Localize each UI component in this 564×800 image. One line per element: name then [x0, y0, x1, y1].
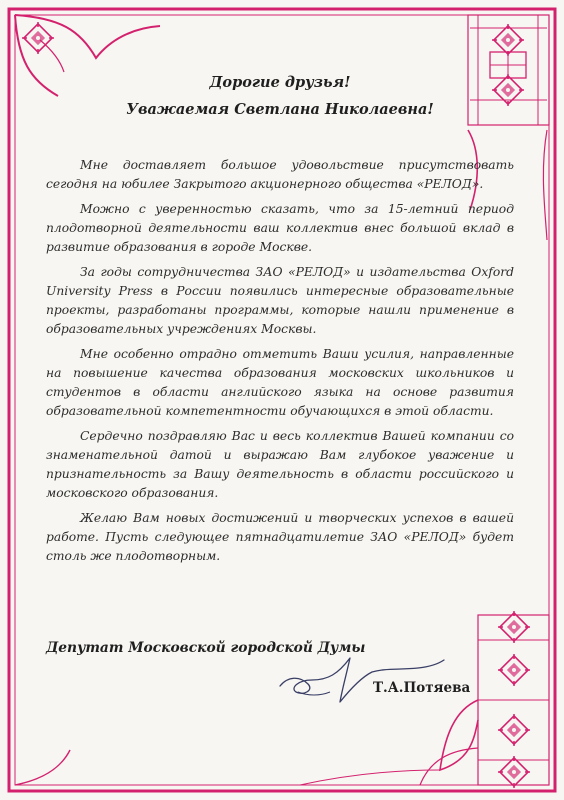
- handwritten-signature-icon: [268, 646, 448, 706]
- letter-body: [46, 156, 514, 566]
- paragraph-1: Мне доставляет большое удовольствие присутствовать сегодня на юбилее Закрытого акционерного общества «РЕЛОД».: [46, 158, 514, 191]
- letter-content: [46, 60, 514, 572]
- greeting-friends: Дорогие друзья!: [209, 74, 351, 91]
- signatory-title: Депутат Московской городской Думы: [46, 640, 366, 656]
- greeting-addressee: Уважаемая Светлана Николаевна!: [126, 101, 434, 118]
- signatory-name: Т.А.Потяева: [373, 680, 471, 696]
- paragraph-4: Мне особенно отрадно отметить Ваши усилия, направленные на повышение качества образования московских школьников и студентов в области английского языка на основе развития образовательной компетентности обучающихся в этой области.: [46, 347, 514, 418]
- paragraph-5: Сердечно поздравляю Вас и весь коллектив Вашей компании со знаменательной датой и выражаю Вам глубокое уважение и признательность за Вашу деятельность в области российского и московского образования.: [46, 429, 514, 500]
- paragraph-2: Можно с уверенностью сказать, что за 15-летний период плодотворной деятельности ваш коллектив внес большой вклад в развитие образования в городе Москве.: [46, 202, 514, 254]
- paragraph-6: Желаю Вам новых достижений и творческих успехов в вашей работе. Пусть следующее пятнадцатилетие ЗАО «РЕЛОД» будет столь же плодотворным.: [46, 511, 514, 563]
- paragraph-3: За годы сотрудничества ЗАО «РЕЛОД» и издательства Oxford University Press в России появились интересные образовательные проекты, разработаны программы, которые нашли применение в образовательных учреждениях Москвы.: [46, 265, 514, 336]
